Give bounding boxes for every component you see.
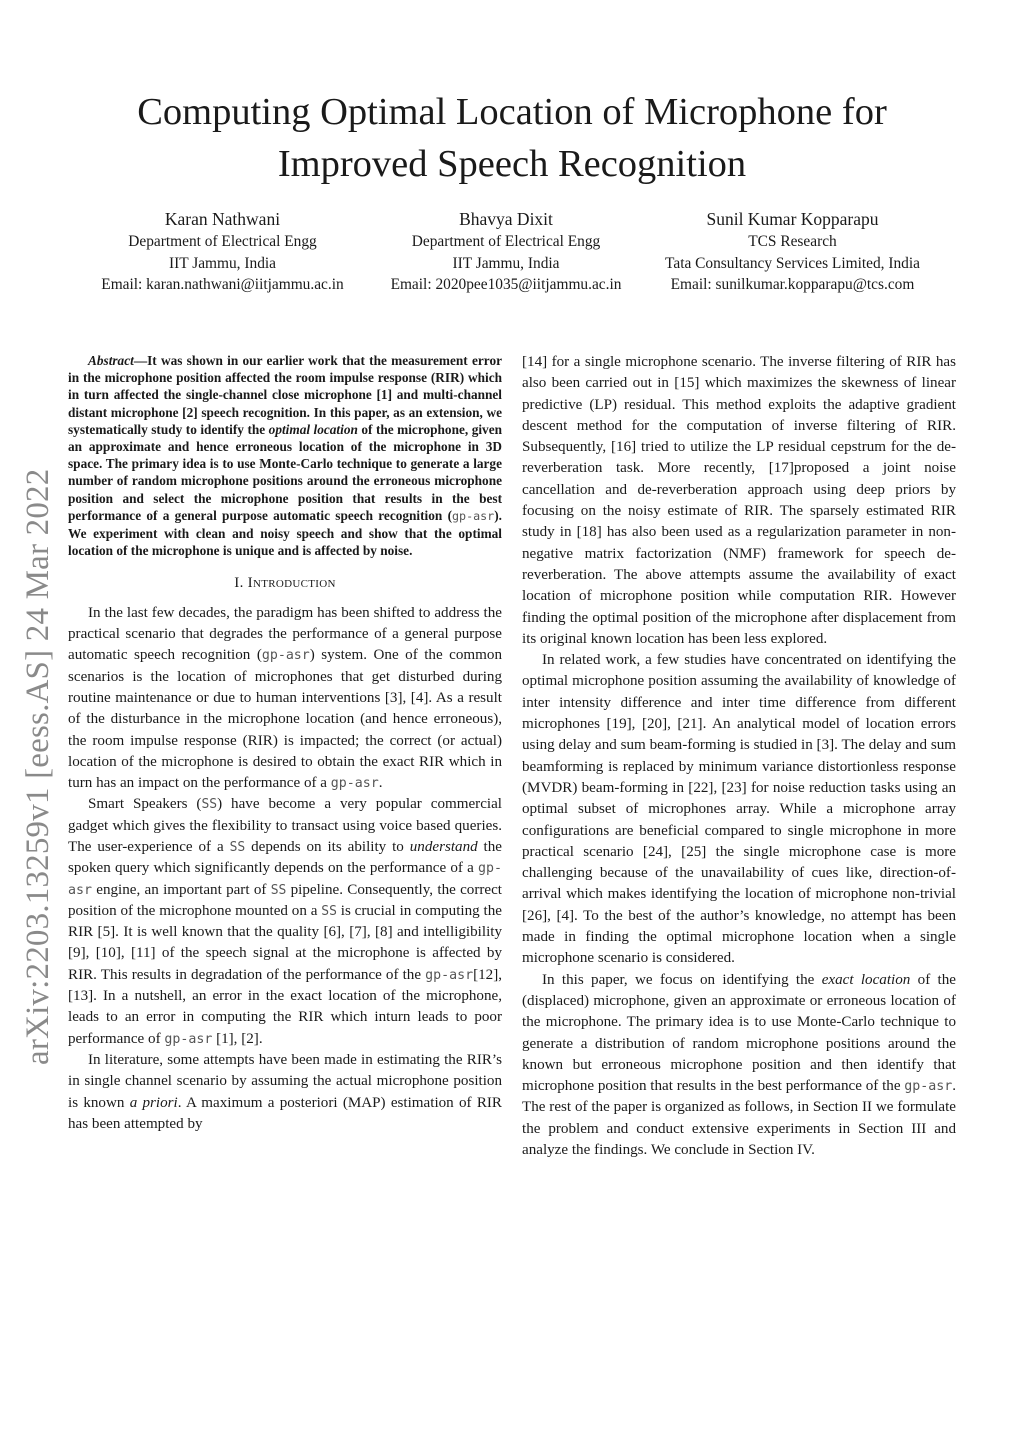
body-paragraph: In related work, a few studies have concentrated on identifying the optimal microphone position assuming the availability of knowledge of inter intensity difference and inter time difference from different microphones [19], [20], [21]. An analytical model of location errors using delay and sum beam-forming is studied in [3]. The delay and sum beamforming is replaced by minimum variance distortionless response (MVDR) beam-forming in [22], [23] for noise reduction tasks using an optimal subset of microphones array. While a microphone array configurations are beneficial compared to single microphone in more practical scenario [24], [25] the single microphone case is more challenging because of the unavailability of cues like, direction-of-arrival which makes identifying the location of microphone non-trivial [26], [4]. To the best of the author’s knowledge, no attempt has been made in finding the optimal microphone location when a single microphone scenario is considered.: [522, 652, 956, 967]
emphasis: exact location: [821, 971, 911, 988]
abbrev-term: SS: [201, 797, 218, 813]
left-column: [68, 352, 502, 1135]
code-term: gp-asr: [261, 648, 310, 664]
author-email: Email: sunilkumar.kopparapu@tcs.com: [670, 276, 915, 293]
abbrev-term: SS: [270, 882, 287, 898]
intro-paragraph-3: In literature, some attempts have been made in estimating the RIR’s in single channel scenario by assuming the actual microphone position is known a priori. A maximum a posteriori (MAP) estimation of RIR has been attempted by: [68, 1051, 502, 1132]
body-paragraph: [14] for a single microphone scenario. The inverse filtering of RIR has also been carried out in [15] which maximizes the skewness of linear predictive (LP) residual. This method exploits the adaptive gradient descent method for the computation of inverse filtering of RIR. Subsequently, [16] tried to utilize the LP residual cepstrum for the de-reverberation task. More recently, [17]proposed a joint noise cancellation and de-reverberation approach using deep priors by focusing on the noisy estimate of RIR. The sparsely estimated RIR study in [18] has also been used as a regularization parameter in non-negative matrix factorization (NMF) framework for speech de-reverberation. The above attempts assume the availability of exact location of microphone position while computation RIR. However finding the optimal position of the microphone after displacement from its original known location has been less explored.: [522, 354, 956, 647]
code-term: gp-asr: [330, 776, 379, 792]
author-affiliation: Department of Electrical Engg: [128, 233, 317, 250]
title-line-2: Improved Speech Recognition: [277, 143, 747, 185]
author-affiliation: Department of Electrical Engg: [411, 233, 601, 250]
author-affiliation: TCS Research: [748, 233, 837, 250]
code-term: gp-asr: [164, 1031, 213, 1047]
section-heading: I. Introduction: [234, 575, 336, 592]
abstract: Abstract—It was shown in our earlier work that the measurement error in the microphone position affected the room impulse response (RIR) which in turn affected the single-channel close microphone [1] and multi-channel distant microphone [2] speech recognition. In this paper, as an extension, we systematically study to identify the optimal location of the microphone, given an approximate and hence erroneous location of the microphone in 3D space. The primary idea is to use Monte-Carlo technique to generate a large number of random microphone positions around the erroneous microphone position and select the microphone position that results in the best performance of a general purpose automatic speech recognition (gp-asr). We experiment with clean and noisy speech and show that the optimal location of the microphone is unique and is affected by noise.: [68, 353, 502, 559]
author-email: Email: 2020pee1035@iitjammu.ac.in: [390, 276, 622, 293]
arxiv-stamp: arXiv:2203.13259v1 [eess.AS] 24 Mar 2022: [20, 468, 56, 1065]
author-block-3: [630, 207, 955, 296]
emphasis: optimal location: [268, 421, 358, 437]
author-email: Email: karan.nathwani@iitjammu.ac.in: [101, 276, 344, 293]
emphasis: understand: [409, 839, 478, 855]
emphasis: a priori: [129, 1094, 178, 1111]
author-name: Sunil Kumar Kopparapu: [706, 209, 879, 229]
intro-paragraph-2: Smart Speakers (SS) have become a very popular commercial gadget which gives the flexibility to transact using voice based queries. The user-experience of a SS depends on its ability to understand the spoken query which significantly depends on the performance of a gp-asr engine, an important part of SS pipeline. Consequently, the correct position of the microphone mounted on a SS is crucial in computing the RIR [5]. It is well known that the quality [6], [7], [8] and intelligibility [9], [10], [11] of the speech signal at the microphone is affected by RIR. This results in degradation of the performance of the gp-asr[12], [13]. In a nutshell, an error in the exact location of the microphone, leads to an error in computing the RIR which inturn leads to poor performance of gp-asr [1], [2].: [68, 796, 502, 1047]
body-paragraph: In this paper, we focus on identifying the exact location of the (displaced) microphone, given an approximate or erroneous location of the microphone. The primary idea is to use Monte-Carlo technique to generate a distribution of random microphone positions around the known but erroneous microphone position and then identify that microphone position that results in the best performance of the gp-asr. The rest of the paper is organized as follows, in Section II we formulate the problem and conduct extensive experiments in Section III and analyze the findings. We conclude in Section IV.: [522, 971, 956, 1158]
author-affiliation: Tata Consultancy Services Limited, India: [665, 254, 920, 272]
abbrev-term: SS: [229, 840, 246, 855]
author-block-1: [70, 207, 375, 296]
author-block-2: [356, 207, 656, 296]
author-name: Bhavya Dixit: [459, 209, 553, 229]
title-line-1: Computing Optimal Location of Microphone for: [137, 91, 887, 133]
code-term: gp-asr: [425, 967, 474, 983]
paper-title: [60, 86, 964, 190]
right-column: [522, 352, 956, 1161]
code-term: gp-asr: [904, 1079, 953, 1095]
author-affiliation: IIT Jammu, India: [452, 254, 560, 272]
abbrev-term: SS: [321, 903, 337, 919]
intro-paragraph-1: In the last few decades, the paradigm has been shifted to address the practical scenario that degrades the performance of a general purpose automatic speech recognition (gp-asr) system. One of the common scenarios is the location of microphones that get disturbed during routine maintenance or due to human interventions [3], [4]. As a result of the disturbance in the microphone location (and hence erroneous), the room impulse response (RIR) is impacted; the correct (or actual) location of the microphone is desired to obtain the exact RIR which in turn has an impact on the performance of a gp-asr.: [68, 604, 502, 792]
code-term: gp-asr: [68, 861, 502, 898]
author-affiliation: IIT Jammu, India: [169, 254, 276, 272]
abstract-label: Abstract: [88, 353, 134, 368]
author-name: Karan Nathwani: [164, 209, 281, 229]
code-term: gp-asr: [452, 508, 495, 523]
